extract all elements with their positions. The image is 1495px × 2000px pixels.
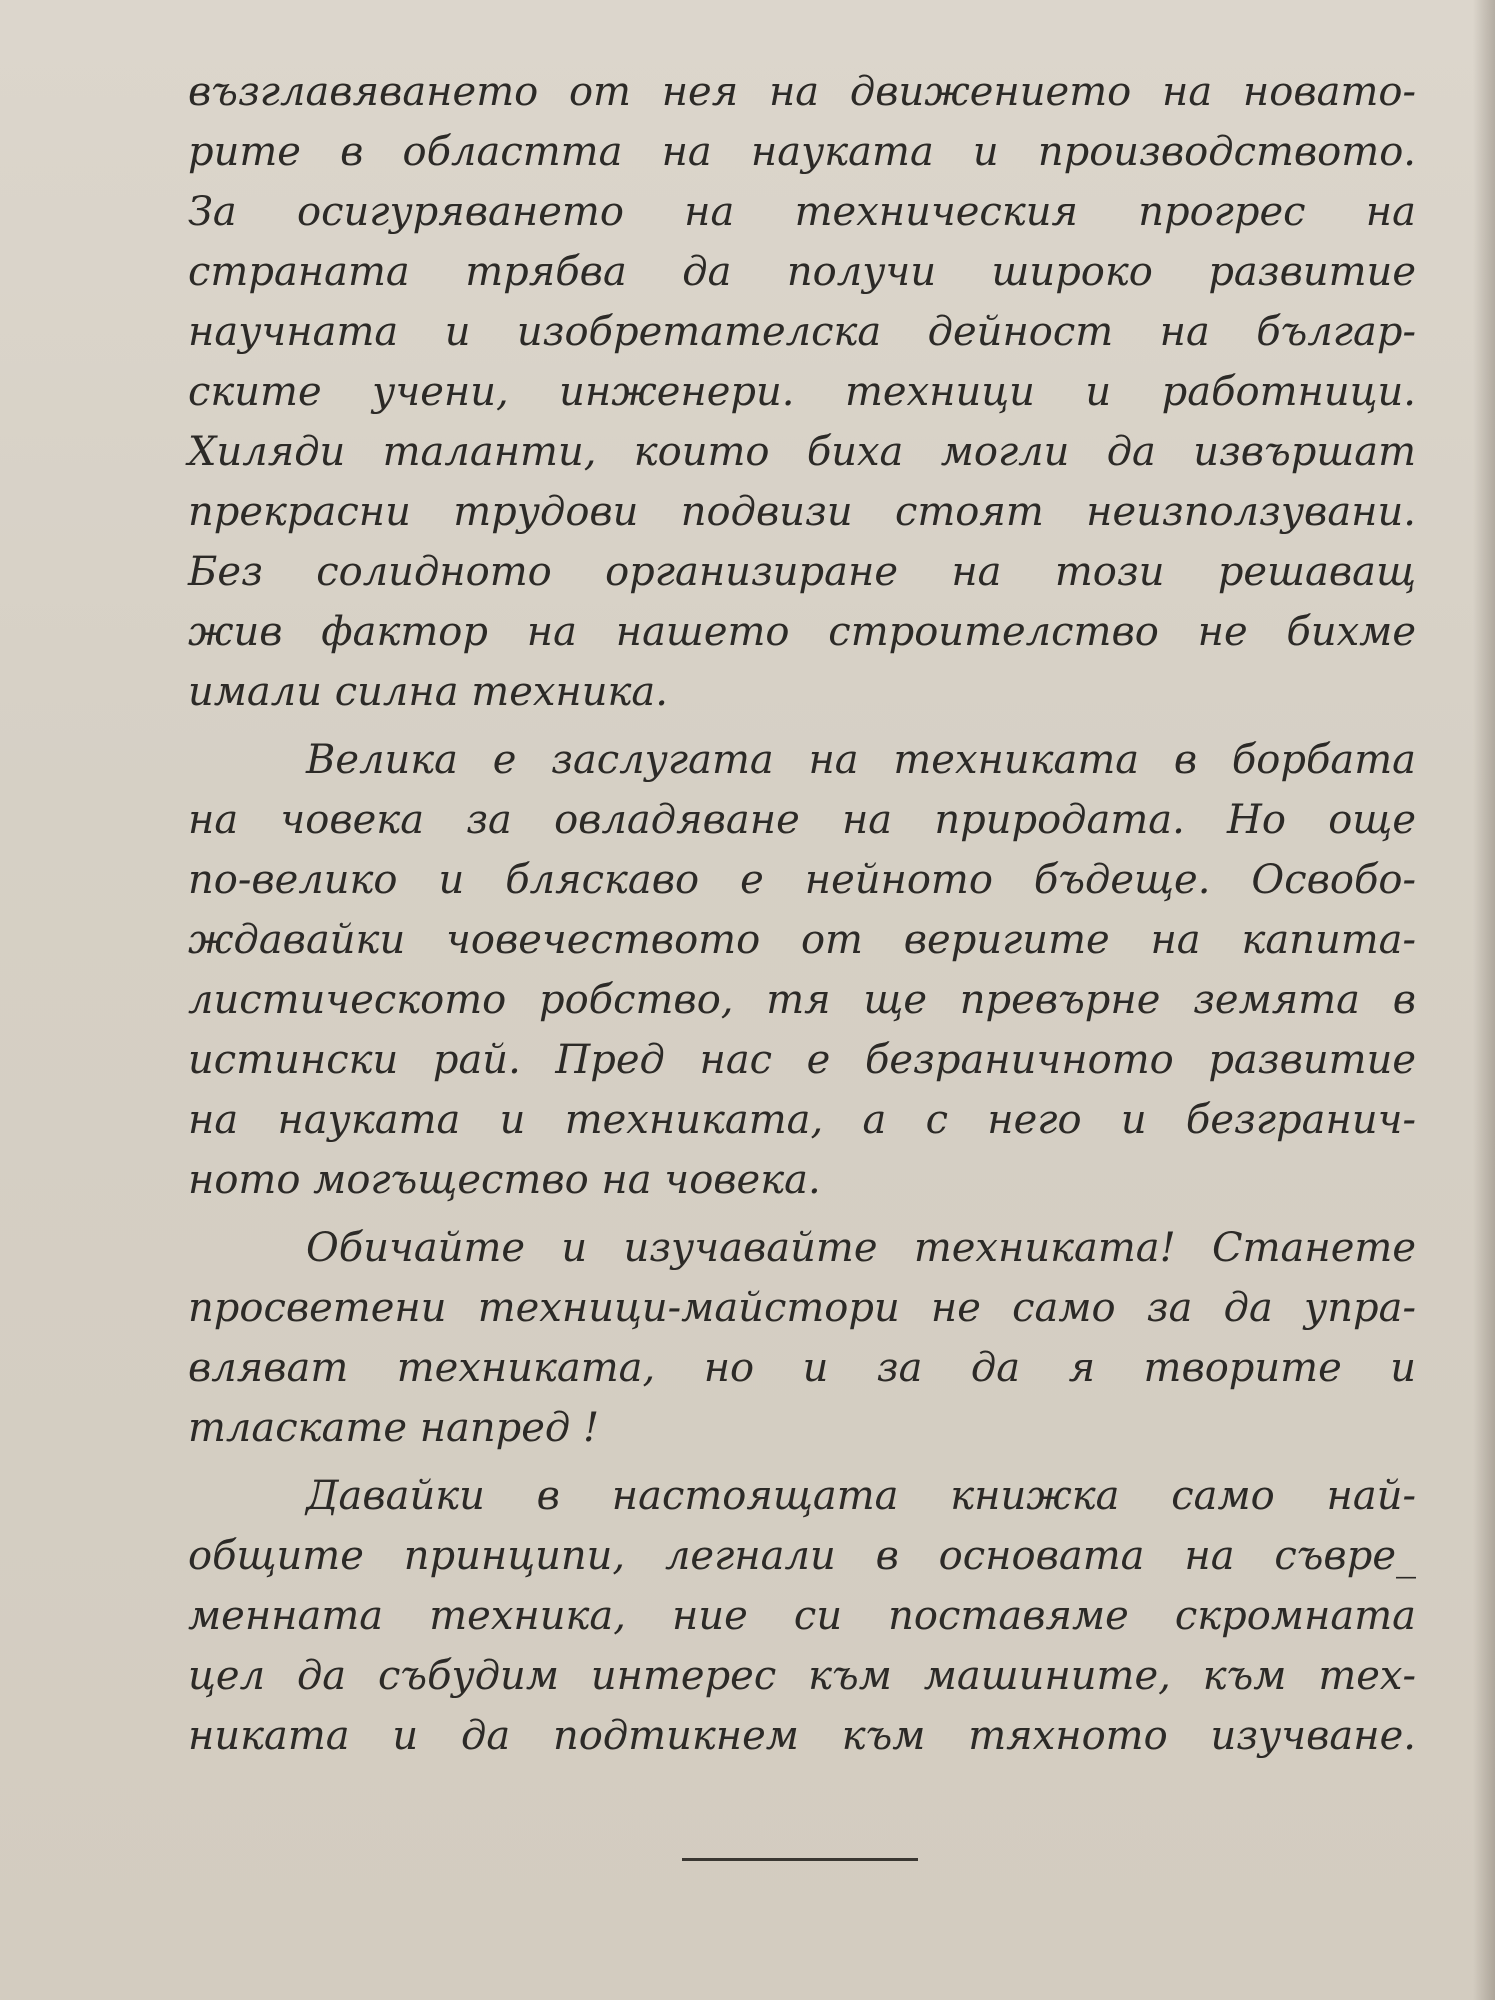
paragraph-2 bbox=[188, 730, 1416, 1210]
paragraph-3 bbox=[188, 1218, 1416, 1458]
text-line: научната и изобретателска дейност на българ- bbox=[188, 309, 1416, 355]
paragraph-1 bbox=[188, 62, 1416, 722]
text-line: истински рай. Пред нас е безраничното развитие bbox=[188, 1037, 1416, 1083]
text-line: просветени техници-майстори не само за да упра- bbox=[188, 1285, 1416, 1331]
text-line: Давайки в настоящата книжка само най- bbox=[306, 1473, 1416, 1519]
text-line: възглавяването от нея на движението на новато- bbox=[188, 69, 1416, 115]
text-line: на човека за овладяване на природата. Но още bbox=[188, 797, 1416, 843]
text-line: на науката и техниката, а с него и безгранич- bbox=[188, 1097, 1416, 1143]
text-line: прекрасни трудови подвизи стоят неизползувани. bbox=[188, 489, 1416, 535]
text-line: рите в областта на науката и производството. bbox=[188, 129, 1416, 175]
text-line: За осигуряването на техническия прогрес на bbox=[188, 189, 1416, 235]
text-line: имали силна техника. bbox=[188, 669, 668, 715]
text-line: ските учени, инженери. техници и работници. bbox=[188, 369, 1416, 415]
text-line: общите принципи, легнали в основата на съвре_ bbox=[188, 1533, 1416, 1579]
text-line: страната трябва да получи широко развитие bbox=[188, 249, 1416, 295]
text-line: никата и да подтикнем към тяхното изучване. bbox=[188, 1713, 1416, 1759]
text-line: цел да събудим интерес към машините, към тех- bbox=[188, 1653, 1416, 1699]
text-line: ждавайки човечеството от веригите на капита- bbox=[188, 917, 1416, 963]
text-line: тласкате напред ! bbox=[188, 1405, 600, 1451]
text-line: Обичайте и изучавайте техниката! Станете bbox=[306, 1225, 1416, 1271]
text-line: жив фактор на нашето строителство не бихме bbox=[188, 609, 1416, 655]
text-line: Велика е заслугата на техниката в борбата bbox=[306, 737, 1416, 783]
page-edge-shadow bbox=[1473, 0, 1495, 2000]
paragraph-4 bbox=[188, 1466, 1416, 1766]
end-rule-divider bbox=[682, 1858, 918, 1861]
text-line: вляват техниката, но и за да я творите и bbox=[188, 1345, 1416, 1391]
text-line: ното могъщество на човека. bbox=[188, 1157, 821, 1203]
text-line: менната техника, ние си поставяме скромната bbox=[188, 1593, 1416, 1639]
page-text bbox=[188, 62, 1416, 1766]
text-line: листическото робство, тя ще превърне земята в bbox=[188, 977, 1416, 1023]
text-line: по-велико и бляскаво е нейното бъдеще. Освобо- bbox=[188, 857, 1416, 903]
text-line: Хиляди таланти, които биха могли да извършат bbox=[188, 429, 1416, 475]
text-line: Без солидното организиране на този решаващ bbox=[188, 549, 1416, 595]
